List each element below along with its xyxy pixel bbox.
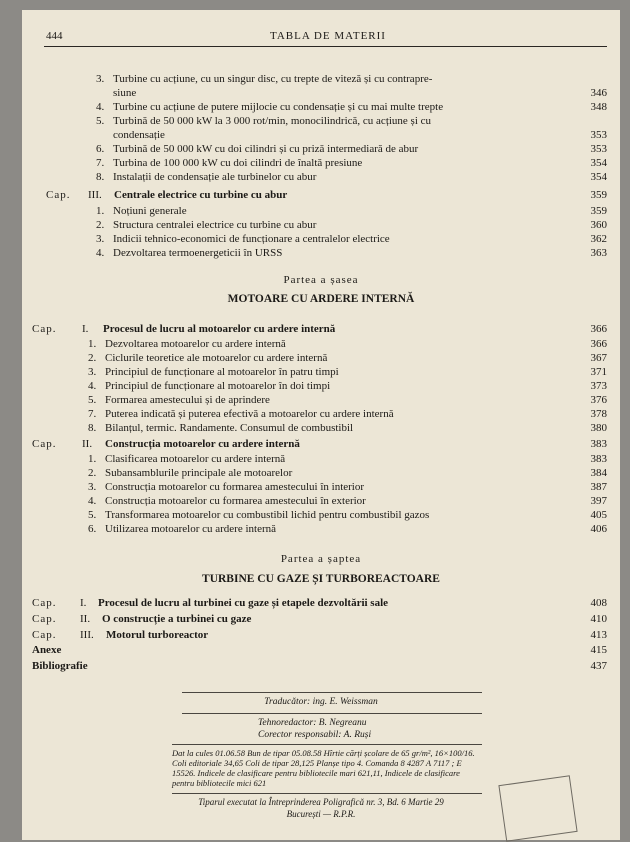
entry-number: 7.	[88, 408, 97, 420]
chapter-title: Procesul de lucru al motoarelor cu ardere internă	[103, 323, 336, 335]
entry-page: 354	[590, 157, 607, 169]
chapter-page: 359	[590, 189, 607, 201]
entry-number: 7.	[96, 157, 105, 169]
entry-number: 4.	[88, 495, 97, 507]
entry-page: 363	[590, 247, 607, 259]
colophon-rule	[172, 793, 482, 794]
print-colophon: Dat la cules 01.06.58 Bun de tipar 05.08.58 Hîrtie cărți școlare de 65 gr/m², 16×100/16. Coli editoriale 34,65 Coli de tipar 28,125 Planșe tipo 4. Comanda 8 4287 A 7117 ; E 15526. Indicele de clasificare pentru bibliotecile mari 621,11, Indicele de clasificare pentru bibliotecile mici 621	[172, 748, 475, 788]
entry-text: Instalații de condensație ale turbinelor cu abur	[113, 171, 317, 183]
entry-number: 3.	[96, 233, 105, 245]
entry-number: 5.	[88, 509, 97, 521]
part-label: Partea a șaptea	[280, 553, 362, 565]
entry-page: 366	[590, 338, 607, 350]
entry-page: 397	[590, 495, 607, 507]
entry-text: Clasificarea motoarelor cu ardere internă	[105, 453, 286, 465]
entry-page: 406	[590, 523, 607, 535]
entry-text: Turbina de 100 000 kW cu doi cilindri de înaltă presiune	[113, 157, 363, 169]
entry-number: 5.	[96, 115, 105, 127]
entry-number: 6.	[96, 143, 105, 155]
entry-page: 360	[590, 219, 607, 231]
chapter-page: 408	[590, 597, 607, 609]
chapter-title: O construcție a turbinei cu gaze	[102, 613, 252, 625]
entry-number: 3.	[96, 73, 105, 85]
credits-rule-bottom	[172, 744, 482, 745]
chapter-roman: II.	[80, 613, 91, 625]
chapter-page: 383	[590, 438, 607, 450]
chapter-label: Cap.	[32, 438, 57, 450]
entry-number: 8.	[88, 422, 97, 434]
running-title: TABLA DE MATERII	[270, 30, 386, 42]
entry-text: Principiul de funcționare al motoarelor în patru timpi	[105, 366, 339, 378]
entry-number: 2.	[96, 219, 105, 231]
chapter-roman: II.	[82, 438, 93, 450]
entry-page: 383	[590, 453, 607, 465]
entry-text: Ciclurile teoretice ale motoarelor cu ardere internă	[105, 352, 328, 364]
entry-number: 6.	[88, 523, 97, 535]
entry-number: 1.	[88, 338, 97, 350]
book-page	[22, 10, 620, 840]
entry-page: 367	[590, 352, 607, 364]
entry-text: Dezvoltarea termoenergeticii în URSS	[113, 247, 283, 259]
entry-number: 2.	[88, 352, 97, 364]
entry-text: Dezvoltarea motoarelor cu ardere internă	[105, 338, 286, 350]
entry-page: 373	[590, 380, 607, 392]
printer-line: Tiparul executat la Întreprinderea Poligrafică nr. 3, Bd. 6 Martie 29	[198, 797, 444, 807]
chapter-label: Cap.	[32, 629, 57, 641]
entry-text: Formarea amestecului și de aprindere	[105, 394, 270, 406]
annex-page: 415	[590, 644, 607, 656]
part-title: TURBINE CU GAZE ȘI TURBOREACTOARE	[202, 573, 440, 585]
annex-label: Anexe	[32, 644, 62, 656]
entry-page: 362	[590, 233, 607, 245]
chapter-page: 413	[590, 629, 607, 641]
translator-credit: Traducător: ing. E. Weissman	[264, 697, 378, 707]
entry-number: 5.	[88, 394, 97, 406]
chapter-title: Construcția motoarelor cu ardere internă	[105, 438, 300, 450]
chapter-title: Procesul de lucru al turbinei cu gaze și etapele dezvoltării sale	[98, 597, 389, 609]
credits-rule	[182, 713, 482, 714]
chapter-page: 410	[590, 613, 607, 625]
entry-page: 378	[590, 408, 607, 420]
proofreader-credit: Corector responsabil: A. Ruși	[258, 730, 372, 740]
chapter-label: Cap.	[32, 323, 57, 335]
chapter-title: Centrale electrice cu turbine cu abur	[114, 189, 288, 201]
part-label: Partea a șasea	[283, 274, 359, 286]
chapter-roman: III.	[88, 189, 102, 201]
entry-page: 376	[590, 394, 607, 406]
chapter-roman: I.	[82, 323, 89, 335]
library-stamp	[498, 775, 577, 841]
entry-text: condensație	[113, 129, 165, 141]
entry-text: Puterea indicată și puterea efectivă a motoarelor cu ardere internă	[105, 408, 394, 420]
entry-number: 8.	[96, 171, 105, 183]
chapter-page: 366	[590, 323, 607, 335]
entry-text: Construcția motoarelor cu formarea amestecului în interior	[105, 481, 365, 493]
entry-number: 1.	[88, 453, 97, 465]
entry-text: Subansamblurile principale ale motoarelor	[105, 467, 293, 479]
chapter-label: Cap.	[32, 613, 57, 625]
entry-page: 384	[590, 467, 607, 479]
entry-text: Turbină de 50 000 kW la 3 000 rot/min, monocilindrică, cu acțiune și cu	[113, 115, 432, 127]
entry-page: 387	[590, 481, 607, 493]
page-number: 444	[46, 30, 63, 42]
entry-text: Turbine cu acțiune, cu un singur disc, cu trepte de viteză și cu contrapre-	[113, 73, 433, 85]
entry-page: 380	[590, 422, 607, 434]
chapter-roman: I.	[80, 597, 87, 609]
entry-page: 354	[590, 171, 607, 183]
chapter-title: Motorul turboreactor	[106, 629, 209, 641]
entry-number: 4.	[96, 247, 105, 259]
entry-text: Bilanțul, termic. Randamente. Consumul de combustibil	[105, 422, 354, 434]
entry-page: 353	[590, 143, 607, 155]
bibliography-page: 437	[590, 660, 607, 672]
entry-page: 371	[590, 366, 607, 378]
header-rule	[44, 46, 607, 47]
part-title: MOTOARE CU ARDERE INTERNĂ	[227, 293, 415, 305]
entry-page: 346	[590, 87, 607, 99]
chapter-label: Cap.	[46, 189, 71, 201]
entry-text: Noțiuni generale	[113, 205, 187, 217]
entry-text: Turbină de 50 000 kW cu doi cilindri și cu priză intermediară de abur	[113, 143, 419, 155]
chapter-label: Cap.	[32, 597, 57, 609]
entry-text: Structura centralei electrice cu turbine cu abur	[113, 219, 317, 231]
entry-number: 4.	[96, 101, 105, 113]
entry-number: 2.	[88, 467, 97, 479]
entry-page: 359	[590, 205, 607, 217]
entry-text: Construcția motoarelor cu formarea amestecului în exterior	[105, 495, 366, 507]
entry-text: siune	[113, 87, 137, 99]
entry-page: 348	[590, 101, 607, 113]
entry-number: 3.	[88, 481, 97, 493]
entry-text: Indicii tehnico-economici de funcționare a centralelor electrice	[113, 233, 390, 245]
credits-rule-top	[182, 692, 482, 693]
entry-text: Principiul de funcționare al motoarelor în doi timpi	[105, 380, 331, 392]
bibliography-label: Bibliografie	[32, 660, 88, 672]
entry-text: Transformarea motoarelor cu combustibil lichid pentru combustibil gazos	[105, 509, 430, 521]
entry-page: 353	[590, 129, 607, 141]
entry-text: Utilizarea motoarelor cu ardere internă	[105, 523, 277, 535]
entry-number: 1.	[96, 205, 105, 217]
entry-number: 4.	[88, 380, 97, 392]
entry-page: 405	[590, 509, 607, 521]
entry-text: Turbine cu acțiune de putere mijlocie cu condensație și cu mai multe trepte	[113, 101, 444, 113]
tech-editor-credit: Tehnoredactor: B. Negreanu	[258, 718, 367, 728]
chapter-roman: III.	[80, 629, 94, 641]
entry-number: 3.	[88, 366, 97, 378]
printer-city: București — R.P.R.	[286, 809, 356, 819]
